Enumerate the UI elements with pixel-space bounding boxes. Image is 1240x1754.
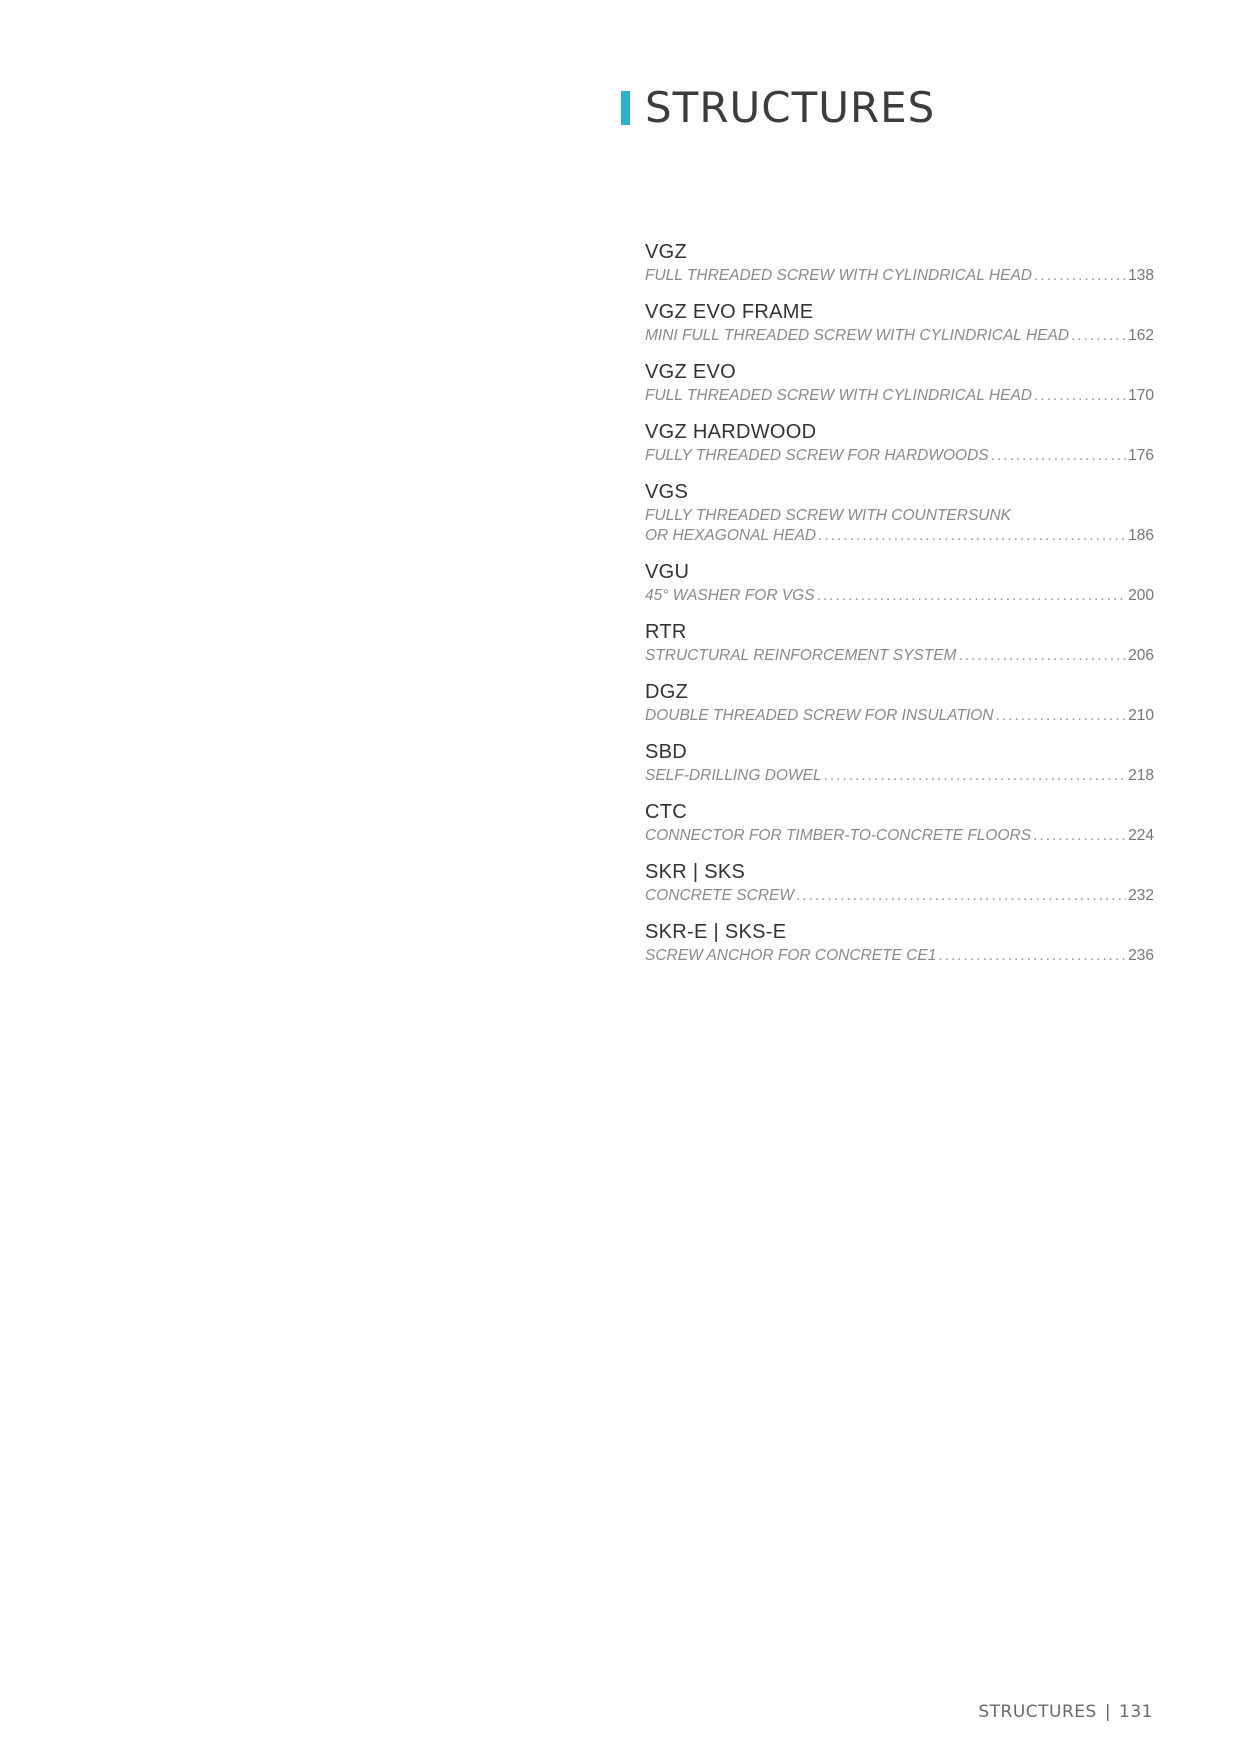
- entry-name: VGS: [645, 481, 689, 503]
- dot-leader: [818, 526, 1126, 546]
- entry-page-number: 218: [1128, 767, 1154, 784]
- dot-leader: [796, 886, 1126, 906]
- entry-name: VGZ HARDWOOD: [645, 421, 817, 443]
- entry-name: VGU: [645, 561, 690, 583]
- entry-page-number: 210: [1128, 707, 1154, 724]
- footer-separator: |: [1104, 1702, 1112, 1722]
- entry-name: SKR-E | SKS-E: [645, 921, 787, 943]
- entry-description: CONCRETE SCREW: [645, 887, 794, 904]
- entry-page-number: 200: [1128, 587, 1154, 604]
- entry-description: DOUBLE THREADED SCREW FOR INSULATION: [645, 707, 994, 724]
- entry-description: FULL THREADED SCREW WITH CYLINDRICAL HEAD: [645, 267, 1032, 284]
- table-of-contents: [645, 238, 1154, 978]
- dot-leader: [938, 946, 1126, 966]
- toc-entry[interactable]: [645, 358, 1154, 418]
- entry-description: CONNECTOR FOR TIMBER-TO-CONCRETE FLOORS: [645, 827, 1032, 844]
- toc-entry[interactable]: [645, 618, 1154, 678]
- toc-entry[interactable]: [645, 798, 1154, 858]
- entry-description: 45° WASHER FOR VGS: [645, 587, 815, 604]
- dot-leader: [991, 446, 1126, 466]
- entry-page-number: 138: [1128, 267, 1154, 284]
- toc-entry[interactable]: [645, 478, 1154, 558]
- dot-leader: [824, 766, 1127, 786]
- toc-entry[interactable]: [645, 418, 1154, 478]
- toc-entry[interactable]: [645, 238, 1154, 298]
- entry-name: VGZ EVO: [645, 361, 737, 383]
- footer-page-number: 131: [1119, 1702, 1153, 1722]
- dot-leader: [958, 646, 1126, 666]
- entry-name: SBD: [645, 741, 688, 763]
- entry-page-number: 206: [1128, 647, 1154, 664]
- dot-leader: [1034, 266, 1126, 286]
- section-accent-bar: [621, 91, 630, 125]
- dot-leader: [996, 706, 1127, 726]
- entry-description: SCREW ANCHOR FOR CONCRETE CE1: [645, 947, 937, 964]
- toc-entry[interactable]: [645, 738, 1154, 798]
- entry-description: FULLY THREADED SCREW FOR HARDWOODS: [645, 447, 989, 464]
- entry-page-number: 232: [1128, 887, 1154, 904]
- entry-page-number: 170: [1128, 387, 1154, 404]
- entry-name: RTR: [645, 621, 687, 643]
- entry-name: DGZ: [645, 681, 689, 703]
- dot-leader: [1034, 386, 1126, 406]
- toc-entry[interactable]: [645, 678, 1154, 738]
- dot-leader: [1033, 826, 1126, 846]
- entry-description: MINI FULL THREADED SCREW WITH CYLINDRICAL HEAD: [645, 327, 1070, 344]
- entry-name: VGZ EVO FRAME: [645, 301, 814, 323]
- entry-page-number: 186: [1128, 527, 1154, 544]
- entry-description: FULL THREADED SCREW WITH CYLINDRICAL HEAD: [645, 387, 1032, 404]
- dot-leader: [817, 586, 1127, 606]
- entry-description: STRUCTURAL REINFORCEMENT SYSTEM: [645, 647, 957, 664]
- section-title: STRUCTURES: [645, 83, 936, 132]
- entry-description: SELF-DRILLING DOWEL: [645, 767, 822, 784]
- entry-page-number: 224: [1128, 827, 1154, 844]
- entry-page-number: 236: [1128, 947, 1154, 964]
- dot-leader: [1071, 326, 1126, 346]
- entry-description-continued: OR HEXAGONAL HEAD: [645, 527, 817, 544]
- footer-section-name: STRUCTURES: [978, 1702, 1097, 1722]
- entry-page-number: 176: [1128, 447, 1154, 464]
- toc-entry[interactable]: [645, 858, 1154, 918]
- page-footer: [978, 1702, 1153, 1722]
- toc-entry[interactable]: [645, 918, 1154, 978]
- entry-description: FULLY THREADED SCREW WITH COUNTERSUNK: [645, 507, 1012, 524]
- entry-name: VGZ: [645, 241, 688, 263]
- entry-name: CTC: [645, 801, 688, 823]
- entry-name: SKR | SKS: [645, 861, 746, 883]
- toc-entry[interactable]: [645, 298, 1154, 358]
- section-header: [621, 84, 935, 132]
- entry-page-number: 162: [1128, 327, 1154, 344]
- toc-entry[interactable]: [645, 558, 1154, 618]
